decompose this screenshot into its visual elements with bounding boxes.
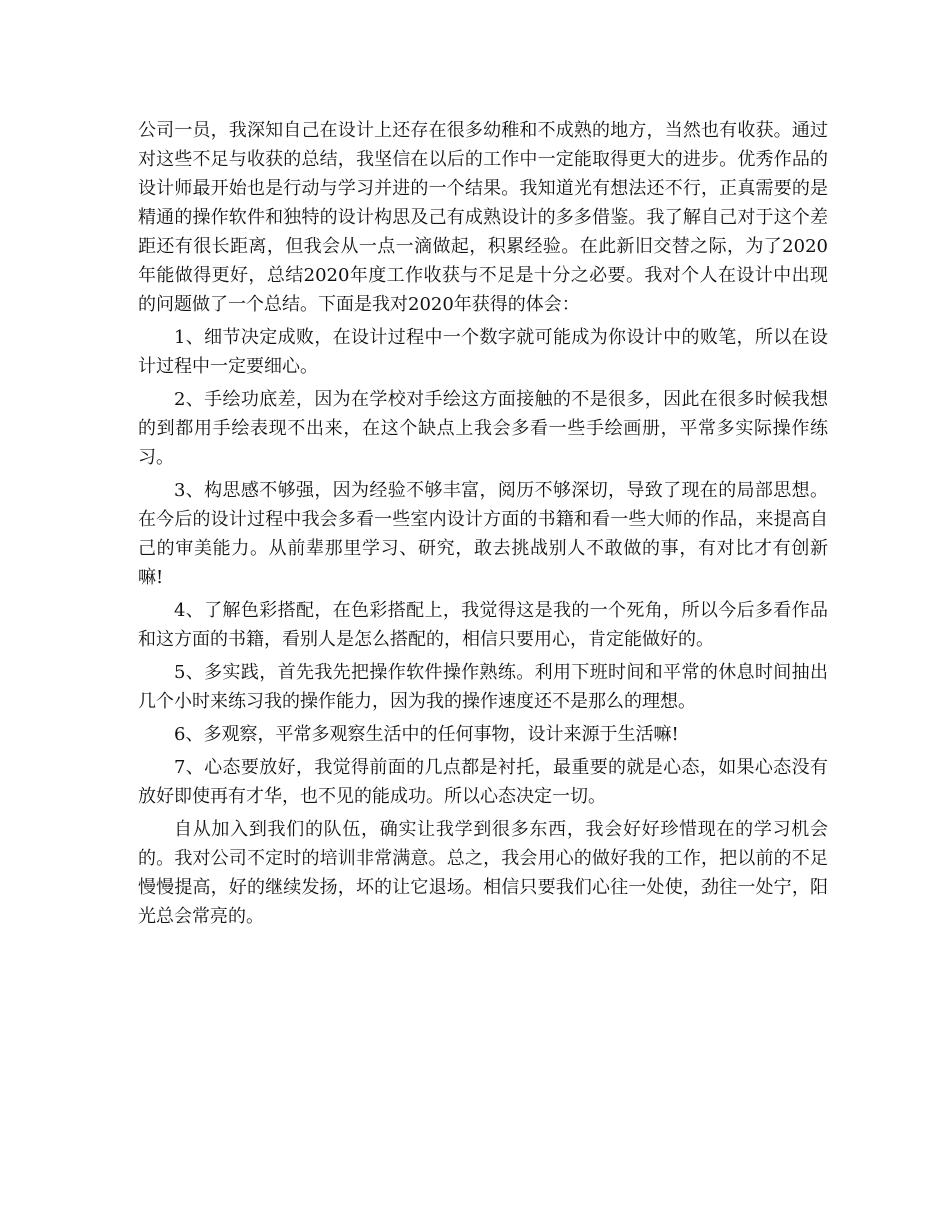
paragraph-point-1: 1、细节决定成败，在设计过程中一个数字就可能成为你设计中的败笔，所以在设计过程中一定要细心。: [138, 327, 828, 377]
paragraph-point-2: 2、手绘功底差，因为在学校对手绘这方面接触的不是很多，因此在很多时候我想的到都用手绘表现不出来，在这个缺点上我会多看一些手绘画册，平常多实际操作练习。: [138, 389, 828, 468]
document-body: [138, 116, 828, 935]
paragraph-point-3: 3、构思感不够强，因为经验不够丰富，阅历不够深切，导致了现在的局部思想。在今后的设计过程中我会多看一些室内设计方面的书籍和看一些大师的作品，来提高自己的审美能力。从前辈那里学习、研究，敢去挑战别人不敢做的事，有对比才有创新嘛!: [138, 480, 828, 588]
paragraph-intro: 公司一员，我深知自己在设计上还存在很多幼稚和不成熟的地方，当然也有收获。通过对这些不足与收获的总结，我坚信在以后的工作中一定能取得更大的进步。优秀作品的设计师最开始也是行动与学习并进的一个结果。我知道光有想法还不行，正真需要的是精通的操作软件和独特的设计构思及己有成熟设计的多多借鉴。我了解自己对于这个差距还有很长距离，但我会从一点一滴做起，积累经验。在此新旧交替之际，为了2020年能做得更好，总结2020年度工作收获与不足是十分之必要。我对个人在设计中出现的问题做了一个总结。下面是我对2020年获得的体会：: [138, 120, 828, 315]
paragraph-point-4: 4、了解色彩搭配，在色彩搭配上，我觉得这是我的一个死角，所以今后多看作品和这方面的书籍，看别人是怎么搭配的，相信只要用心，肯定能做好的。: [138, 600, 828, 650]
paragraph-conclusion: 自从加入到我们的队伍，确实让我学到很多东西，我会好好珍惜现在的学习机会的。我对公司不定时的培训非常满意。总之，我会用心的做好我的工作，把以前的不足慢慢提高，好的继续发扬，坏的让它退场。相信只要我们心往一处使，劲往一处宁，阳光总会常亮的。: [138, 819, 828, 927]
paragraph-point-6: 6、多观察，平常多观察生活中的任何事物，设计来源于生活嘛!: [174, 724, 679, 745]
paragraph-point-5: 5、多实践，首先我先把操作软件操作熟练。利用下班时间和平常的休息时间抽出几个小时来练习我的操作能力，因为我的操作速度还不是那么的理想。: [138, 662, 828, 712]
paragraph-point-7: 7、心态要放好，我觉得前面的几点都是衬托，最重要的就是心态，如果心态没有放好即使再有才华，也不见的能成功。所以心态决定一切。: [138, 757, 828, 807]
